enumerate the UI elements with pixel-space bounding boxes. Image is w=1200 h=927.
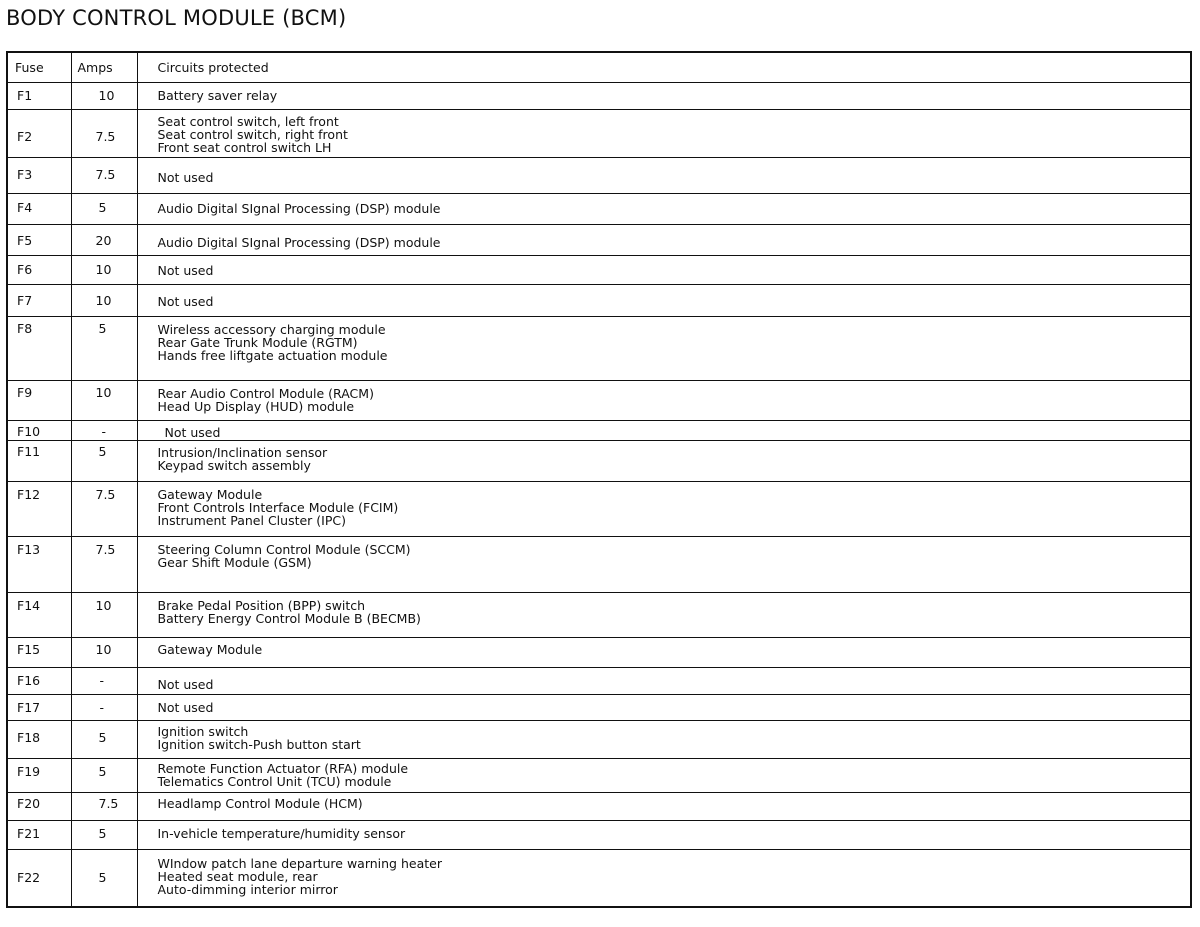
circuit-line: Not used <box>164 424 221 440</box>
table-row <box>7 695 1191 721</box>
fuse-id-cell: F2 <box>7 109 71 157</box>
circuits-cell <box>137 157 1191 193</box>
amperage-cell: 5 <box>71 193 137 224</box>
table-row <box>7 420 1191 440</box>
fuse-table <box>6 51 1192 908</box>
page-title: BODY CONTROL MODULE (BCM) <box>6 6 347 30</box>
circuits-cell <box>137 759 1191 793</box>
table-row <box>7 481 1191 536</box>
circuit-line: Battery saver relay <box>157 87 278 103</box>
circuit-line: Head Up Display (HUD) module <box>157 398 355 414</box>
circuit-line: Ignition switch <box>157 724 249 740</box>
circuits-cell <box>137 420 1191 440</box>
fuse-id-cell: F14 <box>7 593 71 638</box>
circuit-line: Not used <box>157 677 214 693</box>
amperage-cell: 10 <box>71 638 137 668</box>
fuse-id-cell: F12 <box>7 481 71 536</box>
amperage-cell: 7.5 <box>71 793 137 821</box>
circuit-line: Wireless accessory charging module <box>157 321 386 337</box>
fuse-id-cell: F4 <box>7 193 71 224</box>
table-row <box>7 380 1191 420</box>
circuit-line: Gateway Module <box>157 486 263 502</box>
circuit-line: WIndow patch lane departure warning heater <box>157 856 442 872</box>
circuits-cell <box>137 536 1191 592</box>
table-row <box>7 82 1191 109</box>
table-row <box>7 255 1191 284</box>
fuse-table-body <box>7 52 1191 907</box>
amperage-cell: 5 <box>71 721 137 759</box>
table-row <box>7 850 1191 907</box>
circuit-line: Battery Energy Control Module B (BECMB) <box>157 611 421 627</box>
table-row <box>7 593 1191 638</box>
fuse-id-cell: F10 <box>7 420 71 440</box>
circuits-cell <box>137 850 1191 907</box>
amperage-cell: 10 <box>71 284 137 316</box>
amperage-cell: 5 <box>71 821 137 850</box>
fuse-id-cell: F16 <box>7 668 71 695</box>
amperage-cell: 7.5 <box>71 109 137 157</box>
circuits-cell <box>137 82 1191 109</box>
column-header-amps: Amps <box>71 52 137 82</box>
circuit-line: Steering Column Control Module (SCCM) <box>157 541 411 557</box>
amperage-cell: 10 <box>71 380 137 420</box>
circuit-line: Ignition switch-Push button start <box>157 737 361 753</box>
circuits-cell <box>137 695 1191 721</box>
circuits-cell <box>137 638 1191 668</box>
table-row <box>7 759 1191 793</box>
circuits-cell <box>137 481 1191 536</box>
table-row <box>7 224 1191 255</box>
circuit-line: Not used <box>157 262 214 278</box>
circuits-cell <box>137 821 1191 850</box>
circuit-line: Audio Digital SIgnal Processing (DSP) module <box>157 200 441 216</box>
circuit-line: Audio Digital SIgnal Processing (DSP) module <box>157 234 441 250</box>
fuse-id-cell: F9 <box>7 380 71 420</box>
circuits-cell <box>137 316 1191 380</box>
table-row <box>7 440 1191 481</box>
fuse-id-cell: F20 <box>7 793 71 821</box>
amperage-cell: - <box>71 695 137 721</box>
fuse-id-cell: F8 <box>7 316 71 380</box>
circuits-cell <box>137 593 1191 638</box>
circuit-line: Not used <box>157 700 214 716</box>
circuit-line: In-vehicle temperature/humidity sensor <box>157 826 406 842</box>
circuit-line: Keypad switch assembly <box>157 457 311 473</box>
circuit-line: Telematics Control Unit (TCU) module <box>157 774 392 790</box>
fuse-id-cell: F17 <box>7 695 71 721</box>
column-header-fuse: Fuse <box>7 52 71 82</box>
fuse-id-cell: F18 <box>7 721 71 759</box>
amperage-cell: 7.5 <box>71 536 137 592</box>
fuse-id-cell: F6 <box>7 255 71 284</box>
circuit-line: Rear Audio Control Module (RACM) <box>157 385 374 401</box>
table-row <box>7 284 1191 316</box>
amperage-cell: 5 <box>71 440 137 481</box>
circuit-line: Not used <box>157 169 214 185</box>
circuits-cell <box>137 668 1191 695</box>
circuit-line: Hands free liftgate actuation module <box>157 347 388 363</box>
amperage-cell: - <box>71 668 137 695</box>
circuit-line: Instrument Panel Cluster (IPC) <box>157 512 346 528</box>
circuit-line: Seat control switch, left front <box>157 113 339 129</box>
amperage-cell: 10 <box>71 82 137 109</box>
circuit-line: Intrusion/Inclination sensor <box>157 444 328 460</box>
circuit-line: Headlamp Control Module (HCM) <box>157 796 363 812</box>
table-row <box>7 793 1191 821</box>
amperage-cell: 7.5 <box>71 157 137 193</box>
table-row <box>7 109 1191 157</box>
amperage-cell: 10 <box>71 255 137 284</box>
circuit-line: Heated seat module, rear <box>157 869 318 885</box>
circuits-cell <box>137 793 1191 821</box>
fuse-id-cell: F13 <box>7 536 71 592</box>
fuse-id-cell: F5 <box>7 224 71 255</box>
table-row <box>7 316 1191 380</box>
table-row <box>7 536 1191 592</box>
fuse-id-cell: F22 <box>7 850 71 907</box>
circuit-line: Auto-dimming interior mirror <box>157 882 338 898</box>
table-row <box>7 638 1191 668</box>
amperage-cell: 7.5 <box>71 481 137 536</box>
circuits-cell <box>137 224 1191 255</box>
circuits-cell <box>137 109 1191 157</box>
circuit-line: Rear Gate Trunk Module (RGTM) <box>157 334 358 350</box>
circuit-line: Gateway Module <box>157 642 263 658</box>
column-header-circuits: Circuits protected <box>137 52 1191 82</box>
circuit-line: Front seat control switch LH <box>157 139 332 155</box>
fuse-id-cell: F3 <box>7 157 71 193</box>
circuit-line: Not used <box>157 293 214 309</box>
fuse-id-cell: F19 <box>7 759 71 793</box>
circuits-cell <box>137 440 1191 481</box>
fuse-id-cell: F15 <box>7 638 71 668</box>
table-row <box>7 157 1191 193</box>
fuse-id-cell: F11 <box>7 440 71 481</box>
circuit-line: Gear Shift Module (GSM) <box>157 554 312 570</box>
amperage-cell: - <box>71 420 137 440</box>
fuse-id-cell: F1 <box>7 82 71 109</box>
table-row <box>7 193 1191 224</box>
circuit-line: Remote Function Actuator (RFA) module <box>157 761 409 777</box>
amperage-cell: 10 <box>71 593 137 638</box>
amperage-cell: 5 <box>71 850 137 907</box>
circuit-line: Brake Pedal Position (BPP) switch <box>157 598 366 614</box>
table-row <box>7 821 1191 850</box>
circuits-cell <box>137 193 1191 224</box>
circuits-cell <box>137 255 1191 284</box>
table-row <box>7 721 1191 759</box>
amperage-cell: 20 <box>71 224 137 255</box>
amperage-cell: 5 <box>71 316 137 380</box>
fuse-id-cell: F21 <box>7 821 71 850</box>
amperage-cell: 5 <box>71 759 137 793</box>
table-row <box>7 668 1191 695</box>
fuse-id-cell: F7 <box>7 284 71 316</box>
circuits-cell <box>137 380 1191 420</box>
table-header-row <box>7 52 1191 82</box>
circuits-cell <box>137 721 1191 759</box>
circuit-line: Seat control switch, right front <box>157 126 348 142</box>
circuit-line: Front Controls Interface Module (FCIM) <box>157 499 399 515</box>
circuits-cell <box>137 284 1191 316</box>
